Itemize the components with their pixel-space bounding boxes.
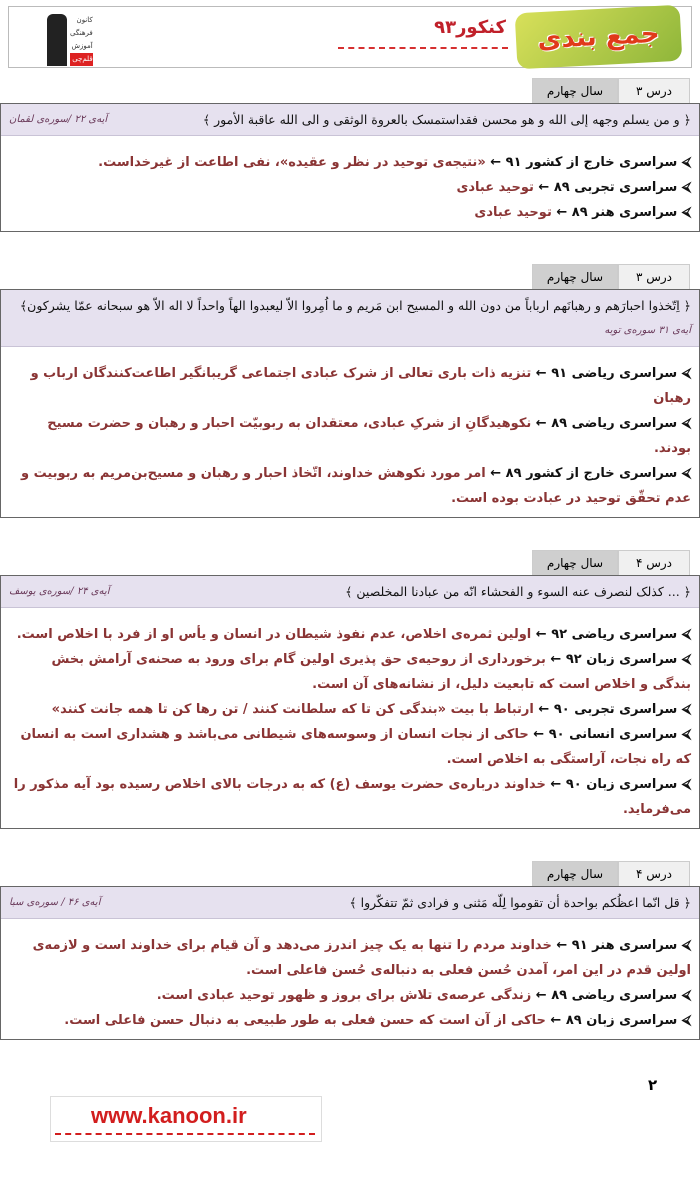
bullet-arrow-icon: ⮘ xyxy=(677,777,691,792)
exam-label: سراسری ریاضی ۸۹ ← xyxy=(535,988,678,1003)
exam-answer: حاکی از نجات انسان از وسوسه‌های شیطانی می‌باشد و هشداری است به انسان که راه نجات، آراستگی به اخلاص است. xyxy=(20,727,691,767)
page-footer xyxy=(0,1070,700,1180)
year-tab: سال چهارم xyxy=(532,550,618,575)
exam-item xyxy=(9,200,691,225)
exam-label: سراسری خارج از کشور ۹۱ ← xyxy=(490,155,678,170)
exam-answer: ارتباط با بیت «بندگی کن تا که سلطانت کنند / تن رها کن تا همه جانت کنند» xyxy=(51,702,534,717)
exam-label: سراسری ریاضی ۹۱ ← xyxy=(535,366,678,381)
section-tabs xyxy=(0,550,700,575)
exam-answer: نکوهیدگانِ از شرکِ عبادی، معتقدان به ربوبیّت احبار و رهبان و حضرت مسیح بودند. xyxy=(47,416,691,456)
bullet-arrow-icon: ⮘ xyxy=(677,988,691,1003)
exam-item xyxy=(9,1008,691,1033)
section-tabs xyxy=(0,861,700,886)
lesson-section xyxy=(0,550,700,829)
section-box xyxy=(0,103,700,232)
exam-label: سراسری خارج از کشور ۸۹ ← xyxy=(490,466,678,481)
bullet-arrow-icon: ⮘ xyxy=(677,180,691,195)
exam-item xyxy=(9,772,691,822)
logo-line: فرهنگی xyxy=(70,29,93,37)
logo-line: کانون xyxy=(76,16,93,24)
lesson-section xyxy=(0,264,700,518)
exam-answer: تنزیه ذات باری تعالی از شرک عبادی اجتماعی گریبانگیر اطاعت‌کنندگان ارباب و رهبان xyxy=(30,366,691,406)
kanoon-logo xyxy=(47,10,93,66)
bullet-arrow-icon: ⮘ xyxy=(677,366,691,381)
exam-item xyxy=(9,150,691,175)
exam-answer: اولین ثمره‌ی اخلاص، عدم نفوذ شیطان در انسان و یأس او از فرد با اخلاص است. xyxy=(16,627,532,642)
footer-divider xyxy=(55,1133,315,1135)
bullet-arrow-icon: ⮘ xyxy=(677,416,691,431)
page-header xyxy=(8,6,692,68)
verse-text: ﴿ اِتّخذوا احبارَهم و رهبانَهم ارباباً من دون الله و المسیح ابن مَریم و ما اُمِروا الاّ لیعبدوا الهاً واحداً لا اله الاّ هو سبحانه عمّا یشرکون﴾ xyxy=(19,298,691,313)
exam-answer: زندگی عرصه‌ی تلاش برای بروز و ظهور توحید عبادی است. xyxy=(156,988,532,1003)
bullet-arrow-icon: ⮘ xyxy=(677,938,691,953)
bullet-arrow-icon: ⮘ xyxy=(677,155,691,170)
verse-text: ﴿ قل انّما اعظُکم بواحدة أن تقوموا لِلّه مَثنی و فرادی ثمّ تتفکّروا ﴾ xyxy=(349,895,691,910)
lesson-tab: درس ۴ xyxy=(618,861,690,886)
exam-label: سراسری انسانی ۹۰ ← xyxy=(533,727,678,742)
lesson-tab: درس ۳ xyxy=(618,264,690,289)
exam-label: سراسری ریاضی ۹۲ ← xyxy=(535,627,678,642)
year-tab: سال چهارم xyxy=(532,78,618,103)
verse-band xyxy=(1,104,699,136)
exam-answer: امر مورد نکوهش خداوند، اتّخاذ احبار و رهبان و مسیح‌بن‌مریم به ربوبیت و عدم تحقّق توحید در عبادت بوده است. xyxy=(20,466,691,506)
verse-reference: آیه‌ی ۴۶ / سوره‌ی سبا xyxy=(9,897,101,908)
page-number: ۲ xyxy=(648,1076,658,1094)
section-tabs xyxy=(0,264,700,289)
verse-reference: آیه‌ی ۳۱ سوره‌ی توبه xyxy=(604,325,691,336)
verse-reference: آیه‌ی ۲۴ /سوره‌ی یوسف xyxy=(9,586,110,597)
exam-item xyxy=(9,697,691,722)
exam-item xyxy=(9,175,691,200)
exam-label: سراسری زبان ۹۲ ← xyxy=(550,652,678,667)
exam-answer: توحید عبادی xyxy=(474,205,552,220)
logo-line: قلم‌چی xyxy=(70,53,93,66)
exam-item xyxy=(9,722,691,772)
exam-answer: «نتیجه‌ی توحید در نظر و عقیده»، نفی اطاعت از غیرخداست. xyxy=(98,155,486,170)
exam-item xyxy=(9,933,691,983)
section-box xyxy=(0,886,700,1040)
verse-band xyxy=(1,576,699,608)
lesson-tab: درس ۴ xyxy=(618,550,690,575)
verse-band xyxy=(1,887,699,919)
section-tabs xyxy=(0,78,700,103)
exam-label: سراسری هنر ۹۱ ← xyxy=(556,938,678,953)
exam-label: سراسری هنر ۸۹ ← xyxy=(556,205,678,220)
verse-text: ﴿ ... کذلک لنصرف عنه السوء و الفحشاء انّه من عبادنا المخلصین ﴾ xyxy=(345,584,691,599)
exam-answer: خداوند درباره‌ی حضرت یوسف (ع) که به درجات بالای اخلاص رسیده بود آیه مذکور را می‌فرماید. xyxy=(13,777,691,817)
lesson-section xyxy=(0,78,700,232)
lesson-tab: درس ۳ xyxy=(618,78,690,103)
bullet-arrow-icon: ⮘ xyxy=(677,702,691,717)
verse-band xyxy=(1,290,699,347)
exam-label: سراسری ریاضی ۸۹ ← xyxy=(535,416,678,431)
exam-label: سراسری تجربی ۹۰ ← xyxy=(538,702,678,717)
exam-item-list xyxy=(1,608,699,828)
exam-label: سراسری زبان ۸۹ ← xyxy=(550,1013,678,1028)
header-title: کنکور۹۳ xyxy=(434,17,506,38)
exam-item-list xyxy=(1,347,699,517)
bullet-arrow-icon: ⮘ xyxy=(677,205,691,220)
bullet-arrow-icon: ⮘ xyxy=(677,627,691,642)
section-box xyxy=(0,289,700,518)
exam-item xyxy=(9,622,691,647)
exam-answer: برخورداری از روحیه‌ی حق پذیری اولین گام برای ورود به صحنه‌ی آرامش بخش بندگی و اخلاص است که تابعیت دلیل، از نشانه‌های آن است. xyxy=(51,652,691,692)
verse-text: ﴿ و من یسلم وجهه إلی الله و هو محسن فقداستمسک بالعروة الوثقی و الی الله عاقبة الأمور ﴾ xyxy=(202,112,691,127)
logo-line: آموزش xyxy=(71,42,93,50)
year-tab: سال چهارم xyxy=(532,861,618,886)
exam-item xyxy=(9,411,691,461)
exam-item-list xyxy=(1,919,699,1039)
exam-item xyxy=(9,647,691,697)
exam-item xyxy=(9,361,691,411)
exam-item xyxy=(9,461,691,511)
year-tab: سال چهارم xyxy=(532,264,618,289)
website-logo xyxy=(50,1096,322,1142)
bullet-arrow-icon: ⮘ xyxy=(677,466,691,481)
graduate-figure-icon xyxy=(47,14,67,66)
exam-answer: حاکی از آن است که حسن فعلی به طور طبیعی به دنبال حسن فاعلی است. xyxy=(64,1013,546,1028)
exam-item xyxy=(9,983,691,1008)
exam-answer: توحید عبادی xyxy=(456,180,534,195)
exam-answer: خداوند مردم را تنها به یک چیز اندرز می‌دهد و آن قیام برای خداوند است و لازمه‌ی اولین قدم در این امر، آمدن حُسن فعلی به دنباله‌ی حُسن فاعلی است. xyxy=(32,938,691,978)
brand-logo xyxy=(515,5,683,70)
exam-item-list xyxy=(1,136,699,231)
header-divider xyxy=(338,47,508,49)
verse-reference: آیه‌ی ۲۲ /سوره‌ی لقمان xyxy=(9,114,108,125)
bullet-arrow-icon: ⮘ xyxy=(677,727,691,742)
exam-label: سراسری زبان ۹۰ ← xyxy=(550,777,678,792)
website-url[interactable]: www.kanoon.ir xyxy=(91,1103,247,1128)
bullet-arrow-icon: ⮘ xyxy=(677,1013,691,1028)
sections-container xyxy=(0,78,700,1040)
section-box xyxy=(0,575,700,829)
bullet-arrow-icon: ⮘ xyxy=(677,652,691,667)
lesson-section xyxy=(0,861,700,1040)
exam-label: سراسری تجربی ۸۹ ← xyxy=(538,180,678,195)
brand-logo-text: جمع بندی xyxy=(536,18,661,56)
